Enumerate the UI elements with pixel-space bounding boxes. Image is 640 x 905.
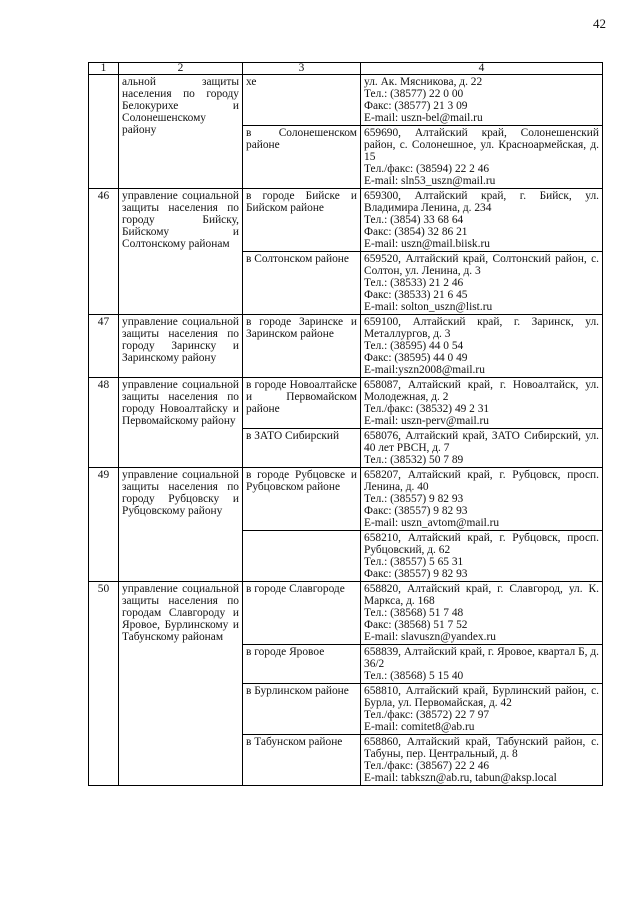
area-cell: в Табунском районе — [243, 735, 361, 786]
contact-cell: 658839, Алтайский край, г. Яровое, квартал Б, д. 36/2 Тел.: (38568) 5 15 40 — [361, 645, 603, 684]
header-cell-3: 3 — [243, 63, 361, 75]
area-cell: в городе Бийске и Бийском районе — [243, 189, 361, 252]
table-row — [89, 582, 603, 645]
organization-cell: управление социальной защиты населения по городу Бийску, Бийскому и Солтонскому районам — [119, 189, 243, 315]
row-number-cell: 50 — [89, 582, 119, 786]
header-cell-1: 1 — [89, 63, 119, 75]
row-number-cell: 46 — [89, 189, 119, 315]
area-cell: хе — [243, 75, 361, 126]
organization-cell: управление социальной защиты населения по городу Заринску и Заринскому району — [119, 315, 243, 378]
table-row — [89, 378, 603, 429]
page-number: 42 — [593, 16, 606, 31]
contact-cell: 658076, Алтайский край, ЗАТО Сибирский, ул. 40 лет РВСН, д. 7 Тел.: (38532) 50 7 89 — [361, 429, 603, 468]
area-cell — [243, 531, 361, 582]
contact-cell: 658087, Алтайский край, г. Новоалтайск, ул. Молодежная, д. 2 Тел./факс: (38532) 49 2 31 E-mail: uszn-perv@mail.ru — [361, 378, 603, 429]
contact-cell: 658207, Алтайский край, г. Рубцовск, просп. Ленина, д. 40 Тел.: (38557) 9 82 93 Факс: (38557) 9 82 93 E-mail: uszn_avtom@mail.ru — [361, 468, 603, 531]
contacts-table — [88, 62, 603, 786]
area-cell: в Бурлинском районе — [243, 684, 361, 735]
row-number-cell: 49 — [89, 468, 119, 582]
contact-cell: 658820, Алтайский край, г. Славгород, ул. К. Маркса, д. 168 Тел.: (38568) 51 7 48 Факс: (38568) 51 7 52 E-mail: slavuszn@yandex.ru — [361, 582, 603, 645]
contact-cell: 658860, Алтайский край, Табунский район, с. Табуны, пер. Центральный, д. 8 Тел./факс: (38567) 22 2 46 E-mail: tabkszn@ab.ru, tabun@aksp.local — [361, 735, 603, 786]
header-row — [89, 63, 603, 75]
contact-cell: 659100, Алтайский край, г. Заринск, ул. Металлургов, д. 3 Тел.: (38595) 44 0 54 Факс: (38595) 44 0 49 E-mail:yszn2008@mail.ru — [361, 315, 603, 378]
area-cell: в городе Яровое — [243, 645, 361, 684]
organization-cell: альной защиты населения по городу Белокурихе и Солонешенскому району — [119, 75, 243, 189]
area-cell: в городе Новоалтайске и Первомайском районе — [243, 378, 361, 429]
table-row — [89, 75, 603, 126]
contact-cell: 658810, Алтайский край, Бурлинский район, с. Бурла, ул. Первомайская, д. 42 Тел./факс: (38572) 22 7 97 E-mail: comitet8@ab.ru — [361, 684, 603, 735]
table-row — [89, 189, 603, 252]
area-cell: в городе Заринске и Заринском районе — [243, 315, 361, 378]
header-cell-4: 4 — [361, 63, 603, 75]
contact-cell: 659520, Алтайский край, Солтонский район, с. Солтон, ул. Ленина, д. 3 Тел.: (38533) 21 2 46 Факс: (38533) 21 6 45 E-mail: solton_uszn@list.ru — [361, 252, 603, 315]
organization-cell: управление социальной защиты населения по городу Новоалтайску и Первомайскому району — [119, 378, 243, 468]
table-row — [89, 315, 603, 378]
table-body — [89, 63, 603, 786]
row-number-cell — [89, 75, 119, 189]
area-cell: в городе Рубцовске и Рубцовском районе — [243, 468, 361, 531]
area-cell: в Солонешенском районе — [243, 126, 361, 189]
contact-cell: 659300, Алтайский край, г. Бийск, ул. Владимира Ленина, д. 234 Тел.: (3854) 33 68 64 Факс: (3854) 32 86 21 E-mail: uszn@mail.biisk.ru — [361, 189, 603, 252]
contact-cell: 658210, Алтайский край, г. Рубцовск, просп. Рубцовский, д. 62 Тел.: (38557) 5 65 31 Факс: (38557) 9 82 93 — [361, 531, 603, 582]
table-row — [89, 468, 603, 531]
area-cell: в Солтонском районе — [243, 252, 361, 315]
row-number-cell: 47 — [89, 315, 119, 378]
area-cell: в ЗАТО Сибирский — [243, 429, 361, 468]
organization-cell: управление социальной защиты населения по городу Рубцовску и Рубцовскому району — [119, 468, 243, 582]
contact-cell: 659690, Алтайский край, Солонешенский район, с. Солонешное, ул. Красноармейская, д. 15 Тел./факс: (38594) 22 2 46 E-mail: sln53_uszn@mail.ru — [361, 126, 603, 189]
organization-cell: управление социальной защиты населения по городам Славгороду и Яровое, Бурлинскому и Табунскому районам — [119, 582, 243, 786]
contact-cell: ул. Ак. Мясникова, д. 22 Тел.: (38577) 22 0 00 Факс: (38577) 21 3 09 E-mail: uszn-bel@mail.ru — [361, 75, 603, 126]
header-cell-2: 2 — [119, 63, 243, 75]
area-cell: в городе Славгороде — [243, 582, 361, 645]
row-number-cell: 48 — [89, 378, 119, 468]
